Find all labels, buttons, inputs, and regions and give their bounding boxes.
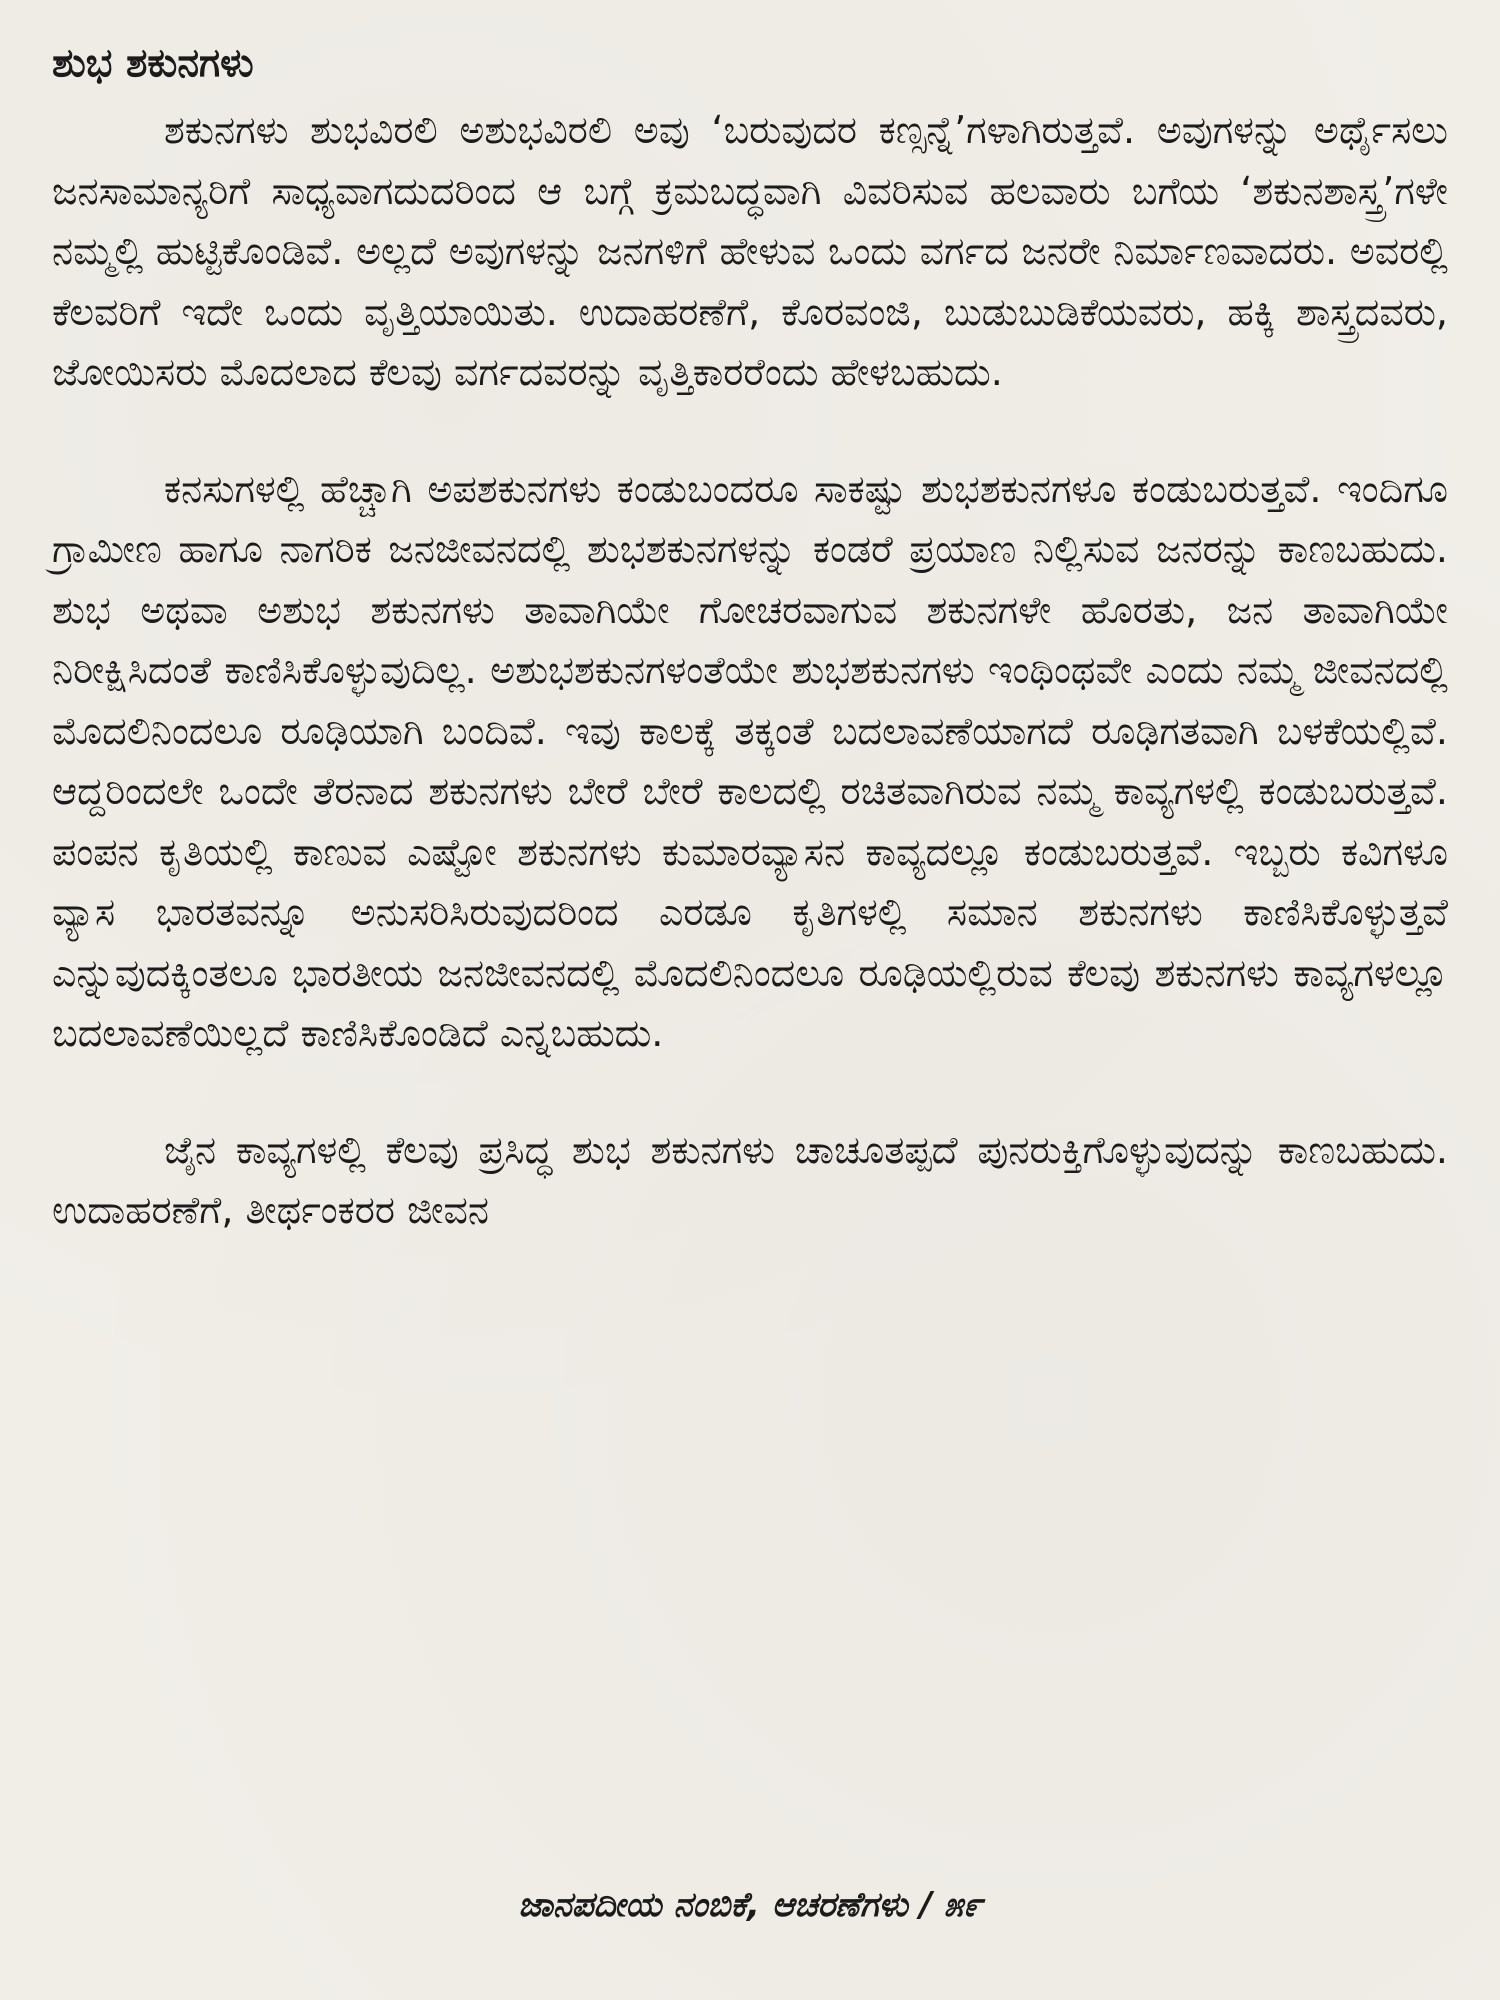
paragraph-3: ಜೈನ ಕಾವ್ಯಗಳಲ್ಲಿ ಕೆಲವು ಪ್ರಸಿದ್ಧ ಶುಭ ಶಕುನಗಳು ಚಾಚೂತಪ್ಪದೆ ಪುನರುಕ್ತಿಗೊಳ್ಳುವುದನ್ನು ಕಾಣಬಹುದು. ಉದಾಹರಣೆಗೆ, ತೀರ್ಥಂಕರರ ಜೀವನ (52, 1127, 1448, 1232)
page-footer: ಜಾನಪದೀಯ ನಂಬಿಕೆ, ಆಚರಣೆಗಳು / ೫೯ (517, 1885, 983, 1925)
section-heading: ಶುಭ ಶಕುನಗಳು (52, 41, 254, 86)
paragraph-2: ಕನಸುಗಳಲ್ಲಿ ಹೆಚ್ಚಾಗಿ ಅಪಶಕುನಗಳು ಕಂಡುಬಂದರೂ ಸಾಕಷ್ಟು ಶುಭಶಕುನಗಳೂ ಕಂಡುಬರುತ್ತವೆ. ಇಂದಿಗೂ ಗ್ರಾಮೀಣ ಹಾಗೂ ನಾಗರಿಕ ಜನಜೀವನದಲ್ಲಿ ಶುಭಶಕುನಗಳನ್ನು ಕಂಡರೆ ಪ್ರಯಾಣ ನಿಲ್ಲಿಸುವ ಜನರನ್ನು ಕಾಣಬಹುದು. ಶುಭ ಅಥವಾ ಅಶುಭ ಶಕುನಗಳು ತಾವಾಗಿಯೇ ಗೋಚರವಾಗುವ ಶಕುನಗಳೇ ಹೊರತು, ಜನ ತಾವಾಗಿಯೇ ನಿರೀಕ್ಷಿಸಿದಂತೆ ಕಾಣಿಸಿಕೊಳ್ಳುವುದಿಲ್ಲ. ಅಶುಭಶಕುನಗಳಂತೆಯೇ ಶುಭಶಕುನಗಳು ಇಂಥಿಂಥವೇ ಎಂದು ನಮ್ಮ ಜೀವನದಲ್ಲಿ ಮೊದಲಿನಿಂದಲೂ ರೂಢಿಯಾಗಿ ಬಂದಿವೆ. ಇವು ಕಾಲಕ್ಕೆ ತಕ್ಕಂತೆ ಬದಲಾವಣೆಯಾಗದೆ ರೂಢಿಗತವಾಗಿ ಬಳಕೆಯಲ್ಲಿವೆ. ಆದ್ದರಿಂದಲೇ ಒಂದೇ ತೆರನಾದ ಶಕುನಗಳು ಬೇರೆ ಬೇರೆ ಕಾಲದಲ್ಲಿ ರಚಿತವಾಗಿರುವ ನಮ್ಮ ಕಾವ್ಯಗಳಲ್ಲಿ ಕಂಡುಬರುತ್ತವೆ. ಪಂಪನ ಕೃತಿಯಲ್ಲಿ ಕಾಣುವ ಎಷ್ಟೋ ಶಕುನಗಳು ಕುಮಾರವ್ಯಾಸನ ಕಾವ್ಯದಲ್ಲೂ ಕಂಡುಬರುತ್ತವೆ. ಇಬ್ಬರು ಕವಿಗಳೂ ವ್ಯಾಸ ಭಾರತವನ್ನೂ ಅನುಸರಿಸಿರುವುದರಿಂದ ಎರಡೂ ಕೃತಿಗಳಲ್ಲಿ ಸಮಾನ ಶಕುನಗಳು ಕಾಣಿಸಿಕೊಳ್ಳುತ್ತವೆ ಎನ್ನುವುದಕ್ಕಿಂತಲೂ ಭಾರತೀಯ ಜನಜೀವನದಲ್ಲಿ ಮೊದಲಿನಿಂದಲೂ ರೂಢಿಯಲ್ಲಿರುವ ಕೆಲವು ಶಕುನಗಳು ಕಾವ್ಯಗಳಲ್ಲೂ ಬದಲಾವಣೆಯಿಲ್ಲದೆ ಕಾಣಿಸಿಕೊಂಡಿದೆ ಎನ್ನಬಹುದು. (52, 466, 1448, 1055)
paragraph-1: ಶಕುನಗಳು ಶುಭವಿರಲಿ ಅಶುಭವಿರಲಿ ಅವು ‘ಬರುವುದರ ಕಣ್ಸನ್ನೆ’ಗಳಾಗಿರುತ್ತವೆ. ಅವುಗಳನ್ನು ಅರ್ಥೈಸಲು ಜನಸಾಮಾನ್ಯರಿಗೆ ಸಾಧ್ಯವಾಗದುದರಿಂದ ಆ ಬಗ್ಗೆ ಕ್ರಮಬದ್ಧವಾಗಿ ವಿವರಿಸುವ ಹಲವಾರು ಬಗೆಯ ‘ಶಕುನಶಾಸ್ತ್ರ’ಗಳೇ ನಮ್ಮಲ್ಲಿ ಹುಟ್ಟಿಕೊಂಡಿವೆ. ಅಲ್ಲದೆ ಅವುಗಳನ್ನು ಜನಗಳಿಗೆ ಹೇಳುವ ಒಂದು ವರ್ಗದ ಜನರೇ ನಿರ್ಮಾಣವಾದರು. ಅವರಲ್ಲಿ ಕೆಲವರಿಗೆ ಇದೇ ಒಂದು ವೃತ್ತಿಯಾಯಿತು. ಉದಾಹರಣೆಗೆ, ಕೊರವಂಜಿ, ಬುಡುಬುಡಿಕೆಯವರು, ಹಕ್ಕಿ ಶಾಸ್ತ್ರದವರು, ಜೋಯಿಸರು ಮೊದಲಾದ ಕೆಲವು ವರ್ಗದವರನ್ನು ವೃತ್ತಿಕಾರರೆಂದು ಹೇಳಬಹುದು. (52, 108, 1448, 394)
